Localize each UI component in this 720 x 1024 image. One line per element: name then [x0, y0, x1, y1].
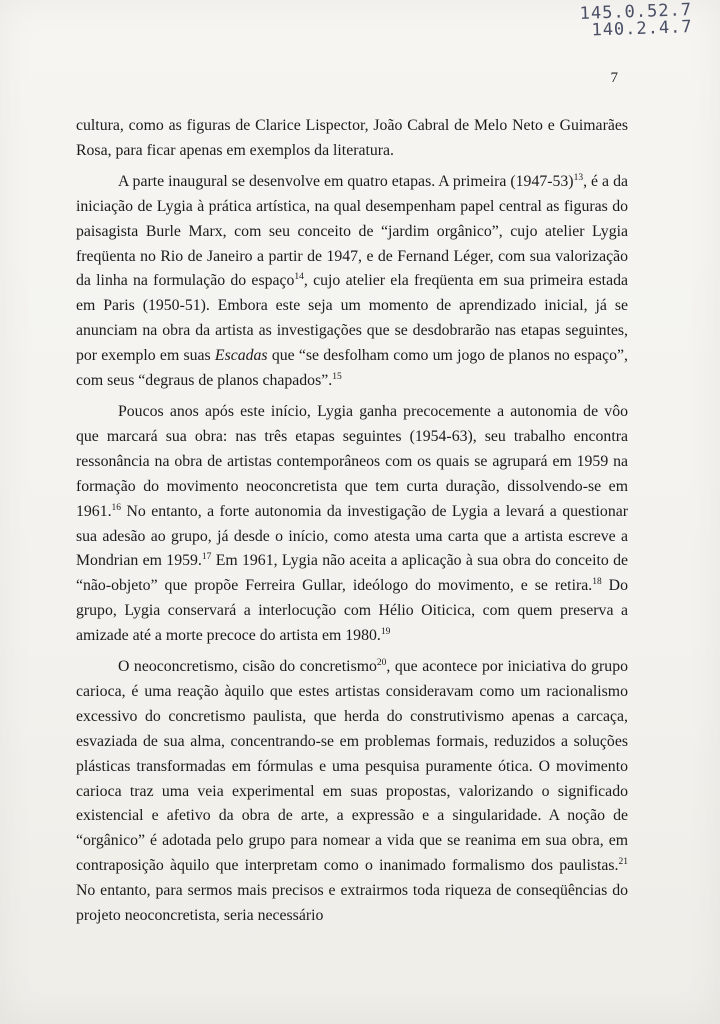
handwritten-line: 145.0.52.7 — [579, 0, 693, 24]
footnote-reference: 17 — [201, 552, 212, 563]
text-run: O neoconcretismo, cisão do concretismo — [118, 658, 377, 676]
text-run: , que acontece por iniciativa do grupo carioca, é uma reação àquilo que estes artistas consideravam como um racionalismo excessivo do concretismo paulista, que herda do construtivismo apenas a carcaça, esvaziada de sua alma, concentrando-se em problemas formais, reduzidos a soluções plásticas transformadas em fórmulas e uma pesquisa puramente ótica. O movimento carioca traz uma veia experimental em suas propostas, valorizando o significado existencial e afetivo da obra de arte, a expressão e a singularidade. A noção de “orgânico” é adotada pelo grupo para nomear a vida que se reanima em sua obra, em contraposição àquilo que interpretam como o inanimado formalismo dos paulistas. — [76, 658, 628, 875]
text-run: Poucos anos após este início, Lygia ganha precocemente a autonomia de vôo que marcará sua obra: nas três etapas seguintes (1954-63), seu trabalho encontra ressonância na obra de artistas contemporâneos com os quais se agrupará em 1959 na formação do movimento neoconcretista que tem curta duração, dissolvendo-se em 1961. — [76, 402, 628, 520]
paragraph — [76, 170, 628, 394]
handwritten-line: 140.2.4.7 — [590, 17, 693, 41]
text-run: cultura, como as figuras de Clarice Lispector, João Cabral de Melo Neto e Guimarães Rosa, para ficar apenas em exemplos da literatura. — [76, 117, 628, 159]
text-run: A parte inaugural se desenvolve em quatro etapas. A primeira (1947-53) — [118, 172, 574, 190]
handwritten-reference-note — [579, 2, 692, 40]
paragraph — [76, 114, 628, 164]
footnote-reference: 20 — [376, 658, 387, 669]
text-run: Em 1961, Lygia não aceita a aplicação à sua obra do conceito de “não-objeto” que propõe Ferreira Gullar, ideólogo do movimento, e se retira. — [76, 552, 629, 595]
text-run: , é a da iniciação de Lygia à prática artística, na qual desempenham papel central as figuras do paisagista Burle Marx, com seu conceito de “jardim orgânico”, cujo atelier Lygia freqüenta no Rio de Janeiro a partir de 1947, e de Fernand Léger, com sua valorização da linha na formulação do espaço — [76, 172, 628, 290]
footnote-reference: 21 — [618, 857, 628, 868]
text-run: Do grupo, Lygia conservará a interlocução com Hélio Oiticica, com quem preserva a amizade até a morte precoce do artista em 1980. — [76, 577, 628, 645]
italic-title: Escadas — [214, 347, 268, 365]
text-run: No entanto, para sermos mais precisos e extrairmos toda riqueza de conseqüências do projeto neoconcretista, seria necessário — [76, 882, 628, 925]
page-number: 7 — [610, 70, 618, 86]
footnote-reference: 16 — [111, 502, 122, 513]
body-text — [76, 114, 628, 929]
footnote-reference: 18 — [592, 577, 602, 588]
text-run: No entanto, a forte autonomia da investigação de Lygia a levará a questionar sua adesão ao grupo, já desde o início, como atesta uma carta que a artista escreve a Mondrian em 1959. — [76, 502, 628, 570]
footnote-reference: 19 — [380, 627, 391, 638]
footnote-reference: 15 — [332, 372, 342, 383]
text-run: que “se desfolham como um jogo de planos no espaço”, com seus “degraus de planos chapados”. — [76, 347, 628, 390]
paragraph — [76, 400, 628, 649]
paragraph — [76, 655, 628, 929]
text-run: , cujo atelier ela freqüenta em sua primeira estada em Paris (1950-51). Embora este seja um momento de aprendizado inicial, já se anunciam na obra da artista as investigações que se desdobrarão nas etapas seguintes, por exemplo em suas — [76, 272, 628, 365]
footnote-reference: 13 — [573, 172, 584, 183]
footnote-reference: 14 — [294, 272, 304, 283]
